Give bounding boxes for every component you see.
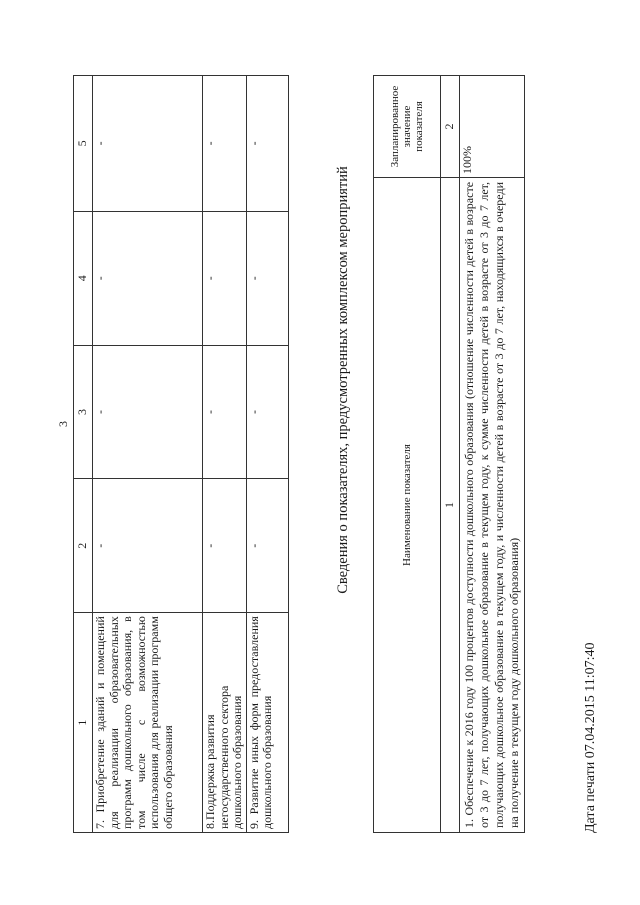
cell-value: - <box>246 479 288 613</box>
cell-value: - <box>203 211 247 345</box>
column-number: 1 <box>441 177 460 832</box>
cell-value: - <box>93 479 203 613</box>
cell-value: - <box>93 76 203 212</box>
column-number: 3 <box>74 345 93 479</box>
table-row <box>246 76 288 833</box>
indicator-value: 100% <box>460 76 525 178</box>
row-name: 8.Поддержка развития негосударственного сектора дошкольного образования <box>203 613 247 833</box>
column-number: 4 <box>74 211 93 345</box>
table-row <box>203 76 247 833</box>
cell-value: - <box>246 76 288 212</box>
print-date: Дата печати 07.04.2015 11:07:40 <box>583 642 598 833</box>
section-heading: Сведения о показателях, предусмотренных комплексом мероприятий <box>335 166 351 594</box>
table-row <box>93 76 203 833</box>
column-number: 2 <box>74 479 93 613</box>
column-number: 2 <box>441 76 460 178</box>
header-name: Наименование показателя <box>374 177 441 832</box>
table-header-row <box>374 76 441 833</box>
table-row <box>460 76 525 833</box>
row-name: 7. Приобретение зданий и помещений для реализации образовательных программ дошкольного образования, в том числе с возможностью использования для реализации программ общего образования <box>93 613 203 833</box>
indicator-name: 1. Обеспечение к 2016 году 100 процентов доступности дошкольного образования (отношение численности детей в возрасте от 3 до 7 лет, получающих дошкольное образование в текущем году, к сумме численности детей в возрасте от 3 до 7 лет, получающих дошкольное образование в текущем году, и численности детей в возрасте от 3 до 7 лет, находящихся в очереди на получение в текущем году дошкольного образования) <box>460 177 525 832</box>
cell-value: - <box>246 211 288 345</box>
header-value: Запланированное значение показателя <box>374 76 441 178</box>
column-number: 5 <box>74 76 93 212</box>
cell-value: - <box>246 345 288 479</box>
activities-table <box>73 75 289 833</box>
page-number: 3 <box>56 421 70 427</box>
cell-value: - <box>93 345 203 479</box>
row-name: 9. Развитие иных форм предоставления дошкольного образования <box>246 613 288 833</box>
column-number: 1 <box>74 613 93 833</box>
cell-value: - <box>203 479 247 613</box>
table-header-row <box>441 76 460 833</box>
indicators-table <box>373 75 525 833</box>
cell-value: - <box>93 211 203 345</box>
cell-value: - <box>203 345 247 479</box>
table-header-row <box>74 76 93 833</box>
cell-value: - <box>203 76 247 212</box>
